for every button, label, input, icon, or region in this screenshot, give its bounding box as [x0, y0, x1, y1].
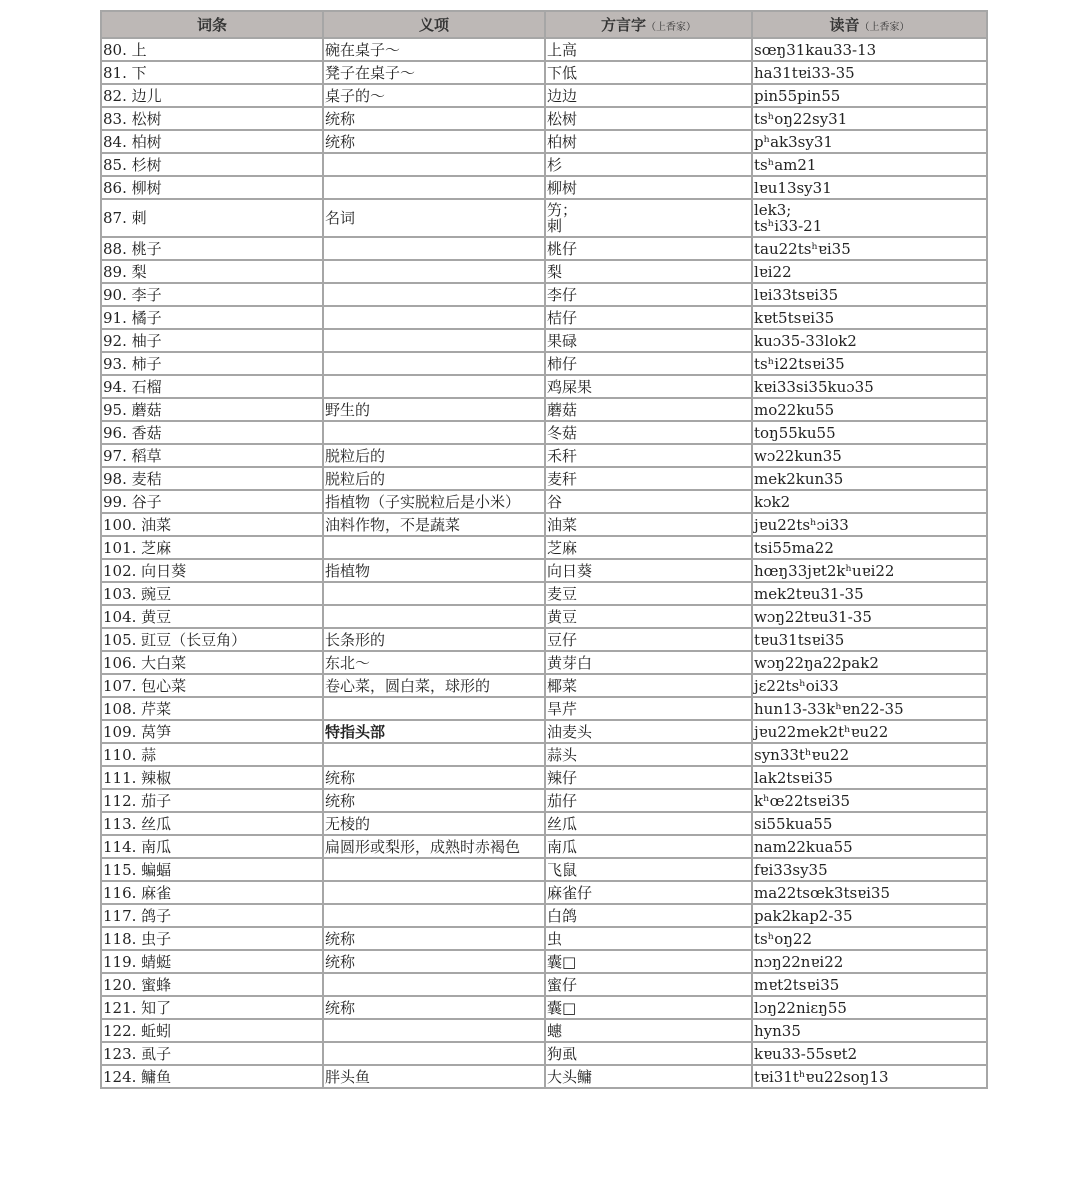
reading-cell: wɔŋ22ŋa22pak2: [752, 651, 987, 674]
entry-cell: 95. 蘑菇: [101, 398, 323, 421]
entry-cell: 108. 芹菜: [101, 697, 323, 720]
meaning-cell: 野生的: [323, 398, 545, 421]
header-dialect-label: 方言字: [600, 16, 646, 34]
entry-cell: 103. 豌豆: [101, 582, 323, 605]
reading-cell: lɐi33tsɐi35: [752, 283, 987, 306]
header-dialect-char: [545, 11, 752, 38]
reading-cell: lek3; tsʰi33-21: [752, 199, 987, 237]
dialect-char-cell: 禾秆: [545, 444, 752, 467]
dialect-char-cell: 蘑菇: [545, 398, 752, 421]
entry-cell: 115. 蝙蝠: [101, 858, 323, 881]
dialect-char-cell: 冬菇: [545, 421, 752, 444]
reading-cell: mek2tɐu31-35: [752, 582, 987, 605]
table-row: [101, 720, 987, 743]
meaning-cell: [323, 237, 545, 260]
dialect-char-cell: 蒜头: [545, 743, 752, 766]
entry-cell: 116. 麻雀: [101, 881, 323, 904]
table-row: [101, 973, 987, 996]
reading-cell: lɔŋ22niɛŋ55: [752, 996, 987, 1019]
entry-cell: 106. 大白菜: [101, 651, 323, 674]
meaning-cell: 统称: [323, 789, 545, 812]
entry-cell: 109. 莴笋: [101, 720, 323, 743]
header-meaning: [323, 11, 545, 38]
reading-cell: kɐu33-55sɐt2: [752, 1042, 987, 1065]
reading-cell: nɔŋ22nɐi22: [752, 950, 987, 973]
entry-cell: 80. 上: [101, 38, 323, 61]
dialect-char-cell: 柳树: [545, 176, 752, 199]
dialect-char-cell: 白鸽: [545, 904, 752, 927]
meaning-cell: 长条形的: [323, 628, 545, 651]
entry-cell: 96. 香菇: [101, 421, 323, 444]
table-row: [101, 130, 987, 153]
meaning-cell: 脱粒后的: [323, 467, 545, 490]
header-entry: [101, 11, 323, 38]
table-row: [101, 536, 987, 559]
meaning-cell: [323, 536, 545, 559]
table-row: [101, 674, 987, 697]
table-row: [101, 329, 987, 352]
entry-cell: 82. 边儿: [101, 84, 323, 107]
reading-cell: kɔk2: [752, 490, 987, 513]
meaning-cell: [323, 582, 545, 605]
entry-cell: 110. 蒜: [101, 743, 323, 766]
dialect-char-cell: 黄芽白: [545, 651, 752, 674]
meaning-cell: [323, 352, 545, 375]
dialect-char-cell: 麦秆: [545, 467, 752, 490]
table-row: [101, 1019, 987, 1042]
reading-cell: tsi55ma22: [752, 536, 987, 559]
reading-cell: kʰœ22tsɐi35: [752, 789, 987, 812]
entry-cell: 114. 南瓜: [101, 835, 323, 858]
table-row: [101, 881, 987, 904]
dialect-char-cell: 果碌: [545, 329, 752, 352]
table-row: [101, 490, 987, 513]
table-row: [101, 835, 987, 858]
entry-cell: 117. 鸽子: [101, 904, 323, 927]
entry-cell: 107. 包心菜: [101, 674, 323, 697]
reading-cell: fɐi33sy35: [752, 858, 987, 881]
dialect-char-cell: 柏树: [545, 130, 752, 153]
meaning-cell: [323, 743, 545, 766]
meaning-cell: 统称: [323, 130, 545, 153]
reading-cell: jɛ22tsʰoi33: [752, 674, 987, 697]
reading-cell: tsʰoŋ22: [752, 927, 987, 950]
dialect-char-cell: 囊□: [545, 996, 752, 1019]
dialect-char-cell: 豆仔: [545, 628, 752, 651]
entry-cell: 84. 柏树: [101, 130, 323, 153]
meaning-cell: 东北～: [323, 651, 545, 674]
dialect-char-cell: 下低: [545, 61, 752, 84]
table-row: [101, 858, 987, 881]
entry-cell: 102. 向日葵: [101, 559, 323, 582]
table-row: [101, 306, 987, 329]
dialect-char-cell: 李仔: [545, 283, 752, 306]
entry-cell: 121. 知了: [101, 996, 323, 1019]
reading-cell: kɐt5tsɐi35: [752, 306, 987, 329]
reading-cell: mɐt2tsɐi35: [752, 973, 987, 996]
meaning-cell: 碗在桌子～: [323, 38, 545, 61]
header-reading-sub: （上香家）: [859, 22, 910, 33]
meaning-cell: 凳子在桌子～: [323, 61, 545, 84]
meaning-cell: 卷心菜，圆白菜，球形的: [323, 674, 545, 697]
dialect-char-cell: 竻； 刺: [545, 199, 752, 237]
table-row: [101, 996, 987, 1019]
entry-cell: 118. 虫子: [101, 927, 323, 950]
dialect-char-cell: 丝瓜: [545, 812, 752, 835]
entry-cell: 113. 丝瓜: [101, 812, 323, 835]
meaning-cell: [323, 306, 545, 329]
reading-cell: kuɔ35-33lok2: [752, 329, 987, 352]
reading-cell: tsʰoŋ22sy31: [752, 107, 987, 130]
table-row: [101, 107, 987, 130]
meaning-cell: [323, 375, 545, 398]
dialect-char-cell: 桔仔: [545, 306, 752, 329]
table-row: [101, 260, 987, 283]
dialect-char-cell: 松树: [545, 107, 752, 130]
dialect-char-cell: 南瓜: [545, 835, 752, 858]
table-row: [101, 789, 987, 812]
reading-cell: ma22tsœk3tsɐi35: [752, 881, 987, 904]
meaning-cell: [323, 697, 545, 720]
meaning-cell: 指植物（子实脱粒后是小米）: [323, 490, 545, 513]
reading-cell: pʰak3sy31: [752, 130, 987, 153]
header-reading: [752, 11, 987, 38]
table-row: [101, 582, 987, 605]
meaning-cell: 桌子的～: [323, 84, 545, 107]
table-row: [101, 651, 987, 674]
entry-cell: 97. 稻草: [101, 444, 323, 467]
dialect-char-cell: 杉: [545, 153, 752, 176]
meaning-cell: [323, 1042, 545, 1065]
dialect-char-cell: 大头鳙: [545, 1065, 752, 1088]
dialect-char-cell: 辣仔: [545, 766, 752, 789]
dialect-char-cell: 芝麻: [545, 536, 752, 559]
entry-cell: 86. 柳树: [101, 176, 323, 199]
entry-cell: 94. 石榴: [101, 375, 323, 398]
table-row: [101, 559, 987, 582]
entry-cell: 93. 柿子: [101, 352, 323, 375]
table-row: [101, 398, 987, 421]
meaning-cell: 扁圆形或梨形，成熟时赤褐色: [323, 835, 545, 858]
meaning-cell: [323, 973, 545, 996]
reading-cell: tsʰam21: [752, 153, 987, 176]
reading-cell: mek2kun35: [752, 467, 987, 490]
table-row: [101, 904, 987, 927]
entry-cell: 91. 橘子: [101, 306, 323, 329]
table-row: [101, 375, 987, 398]
entry-cell: 111. 辣椒: [101, 766, 323, 789]
dialect-char-cell: 旱芹: [545, 697, 752, 720]
dialect-char-cell: 柿仔: [545, 352, 752, 375]
table-row: [101, 421, 987, 444]
meaning-cell: 指植物: [323, 559, 545, 582]
reading-cell: sœŋ31kau33-13: [752, 38, 987, 61]
header-dialect-sub: （上香家）: [646, 22, 696, 33]
meaning-cell: 统称: [323, 766, 545, 789]
table-row: [101, 467, 987, 490]
table-row: [101, 199, 987, 237]
table-header-row: [101, 11, 987, 38]
table-row: [101, 927, 987, 950]
dialect-char-cell: 向日葵: [545, 559, 752, 582]
reading-cell: tsʰi22tsɐi35: [752, 352, 987, 375]
dialect-vocabulary-table: [100, 10, 988, 1089]
entry-cell: 124. 鳙鱼: [101, 1065, 323, 1088]
meaning-cell: [323, 881, 545, 904]
table-row: [101, 153, 987, 176]
dialect-char-cell: 谷: [545, 490, 752, 513]
entry-cell: 92. 柚子: [101, 329, 323, 352]
entry-cell: 104. 黄豆: [101, 605, 323, 628]
dialect-char-cell: 桃仔: [545, 237, 752, 260]
table-row: [101, 513, 987, 536]
meaning-cell: 油料作物，不是蔬菜: [323, 513, 545, 536]
dialect-char-cell: 飞鼠: [545, 858, 752, 881]
reading-cell: ha31tɐi33-35: [752, 61, 987, 84]
reading-cell: tɐi31tʰɐu22soŋ13: [752, 1065, 987, 1088]
reading-cell: jɐu22mek2tʰɐu22: [752, 720, 987, 743]
entry-cell: 81. 下: [101, 61, 323, 84]
meaning-cell: 胖头鱼: [323, 1065, 545, 1088]
dialect-char-cell: 边边: [545, 84, 752, 107]
reading-cell: hun13-33kʰɐn22-35: [752, 697, 987, 720]
dialect-char-cell: 茄仔: [545, 789, 752, 812]
meaning-cell: [323, 260, 545, 283]
entry-cell: 88. 桃子: [101, 237, 323, 260]
table-row: [101, 61, 987, 84]
dialect-char-cell: 囊□: [545, 950, 752, 973]
table-row: [101, 812, 987, 835]
dialect-char-cell: 梨: [545, 260, 752, 283]
entry-cell: 89. 梨: [101, 260, 323, 283]
reading-cell: hœŋ33jɐt2kʰuɐi22: [752, 559, 987, 582]
table-row: [101, 1042, 987, 1065]
meaning-cell: 统称: [323, 950, 545, 973]
reading-cell: nam22kua55: [752, 835, 987, 858]
reading-cell: pin55pin55: [752, 84, 987, 107]
meaning-cell: [323, 858, 545, 881]
reading-cell: pak2kap2-35: [752, 904, 987, 927]
dialect-char-cell: 黄豆: [545, 605, 752, 628]
dialect-char-cell: 鸡屎果: [545, 375, 752, 398]
reading-cell: si55kua55: [752, 812, 987, 835]
entry-cell: 100. 油菜: [101, 513, 323, 536]
header-reading-label: 读音: [829, 16, 860, 34]
reading-cell: lɐi22: [752, 260, 987, 283]
table-row: [101, 176, 987, 199]
table-row: [101, 697, 987, 720]
dialect-char-cell: 油麦头: [545, 720, 752, 743]
meaning-cell: 脱粒后的: [323, 444, 545, 467]
dialect-char-cell: 椰菜: [545, 674, 752, 697]
reading-cell: syn33tʰɐu22: [752, 743, 987, 766]
table-row: [101, 84, 987, 107]
meaning-cell: [323, 904, 545, 927]
reading-cell: tau22tsʰɐi35: [752, 237, 987, 260]
reading-cell: hyn35: [752, 1019, 987, 1042]
table-row: [101, 1065, 987, 1088]
reading-cell: lɐu13sy31: [752, 176, 987, 199]
table-row: [101, 237, 987, 260]
dialect-char-cell: 虫: [545, 927, 752, 950]
meaning-cell: [323, 283, 545, 306]
table-row: [101, 283, 987, 306]
entry-cell: 85. 杉树: [101, 153, 323, 176]
meaning-cell: [323, 421, 545, 444]
reading-cell: kɐi33si35kuɔ35: [752, 375, 987, 398]
entry-cell: 98. 麦秸: [101, 467, 323, 490]
meaning-cell: [323, 153, 545, 176]
header-meaning-label: 义项: [418, 16, 449, 34]
reading-cell: tɐu31tsɐi35: [752, 628, 987, 651]
table-row: [101, 605, 987, 628]
table-row: [101, 766, 987, 789]
table-row: [101, 352, 987, 375]
dialect-char-cell: 麦豆: [545, 582, 752, 605]
entry-cell: 120. 蜜蜂: [101, 973, 323, 996]
meaning-cell: 无棱的: [323, 812, 545, 835]
entry-cell: 119. 蜻蜓: [101, 950, 323, 973]
meaning-cell: [323, 1019, 545, 1042]
dialect-char-cell: 狗虱: [545, 1042, 752, 1065]
entry-cell: 87. 刺: [101, 199, 323, 237]
table-row: [101, 444, 987, 467]
dialect-char-cell: 蜜仔: [545, 973, 752, 996]
reading-cell: mo22ku55: [752, 398, 987, 421]
reading-cell: lak2tsɐi35: [752, 766, 987, 789]
meaning-cell: [323, 329, 545, 352]
meaning-cell: 名词: [323, 199, 545, 237]
table-row: [101, 38, 987, 61]
reading-cell: wɔŋ22tɐu31-35: [752, 605, 987, 628]
entry-cell: 99. 谷子: [101, 490, 323, 513]
entry-cell: 105. 豇豆（长豆角）: [101, 628, 323, 651]
table-row: [101, 628, 987, 651]
entry-cell: 122. 蚯蚓: [101, 1019, 323, 1042]
dialect-char-cell: 蟪: [545, 1019, 752, 1042]
entry-cell: 90. 李子: [101, 283, 323, 306]
meaning-cell: 统称: [323, 107, 545, 130]
table-row: [101, 743, 987, 766]
reading-cell: toŋ55ku55: [752, 421, 987, 444]
entry-cell: 83. 松树: [101, 107, 323, 130]
entry-cell: 101. 芝麻: [101, 536, 323, 559]
meaning-cell: 统称: [323, 927, 545, 950]
entry-cell: 112. 茄子: [101, 789, 323, 812]
dialect-char-cell: 油菜: [545, 513, 752, 536]
meaning-cell: [323, 176, 545, 199]
reading-cell: wɔ22kun35: [752, 444, 987, 467]
reading-cell: jɐu22tsʰɔi33: [752, 513, 987, 536]
header-entry-label: 词条: [196, 16, 227, 34]
dialect-char-cell: 麻雀仔: [545, 881, 752, 904]
table-row: [101, 950, 987, 973]
meaning-cell: [323, 605, 545, 628]
meaning-cell: 统称: [323, 996, 545, 1019]
dialect-char-cell: 上高: [545, 38, 752, 61]
meaning-cell: 特指头部: [323, 720, 545, 743]
entry-cell: 123. 虱子: [101, 1042, 323, 1065]
